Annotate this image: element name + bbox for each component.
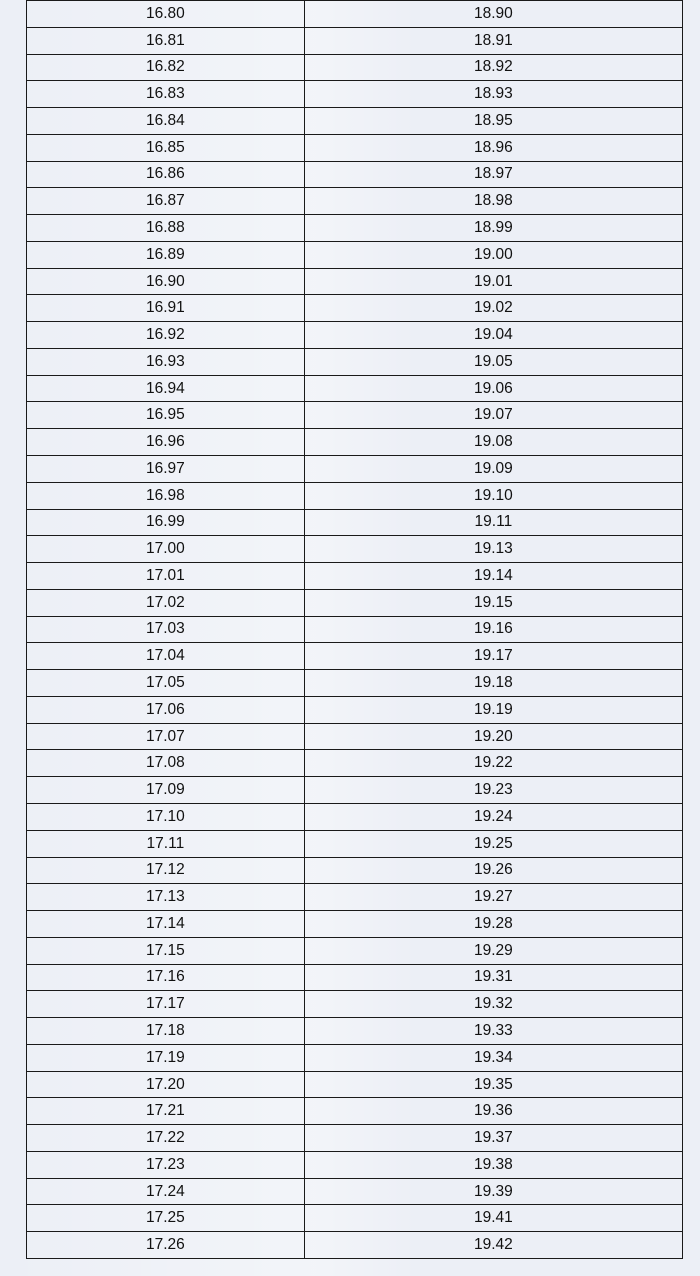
table-row (27, 1018, 683, 1045)
table-row (27, 911, 683, 938)
table-cell-left: 16.83 (27, 81, 305, 108)
table-cell-left: 17.15 (27, 937, 305, 964)
table-row (27, 696, 683, 723)
table-cell-left: 17.21 (27, 1098, 305, 1125)
table-row (27, 723, 683, 750)
table-row (27, 1205, 683, 1232)
table-cell-right: 19.36 (304, 1098, 682, 1125)
table-cell-right: 19.37 (304, 1125, 682, 1152)
table-cell-right: 19.10 (304, 482, 682, 509)
table-cell-left: 17.18 (27, 1018, 305, 1045)
table-cell-left: 17.02 (27, 589, 305, 616)
table-cell-right: 19.20 (304, 723, 682, 750)
table-body (27, 1, 683, 1259)
table-row (27, 589, 683, 616)
table-row (27, 1125, 683, 1152)
table-cell-right: 19.41 (304, 1205, 682, 1232)
table-cell-right: 18.99 (304, 215, 682, 242)
table-cell-right: 19.15 (304, 589, 682, 616)
table-cell-right: 18.93 (304, 81, 682, 108)
table-cell-left: 16.87 (27, 188, 305, 215)
table-cell-right: 18.98 (304, 188, 682, 215)
table-cell-right: 18.90 (304, 1, 682, 28)
table-row (27, 884, 683, 911)
table-cell-right: 19.39 (304, 1178, 682, 1205)
table-cell-left: 16.93 (27, 348, 305, 375)
table-cell-right: 19.32 (304, 991, 682, 1018)
table-cell-left: 16.85 (27, 134, 305, 161)
table-cell-left: 16.95 (27, 402, 305, 429)
table-row (27, 134, 683, 161)
table-row (27, 1098, 683, 1125)
table-cell-left: 17.20 (27, 1071, 305, 1098)
table-cell-left: 17.10 (27, 803, 305, 830)
table-cell-right: 19.17 (304, 643, 682, 670)
table-row (27, 803, 683, 830)
table-cell-left: 17.25 (27, 1205, 305, 1232)
table-row (27, 830, 683, 857)
table-cell-left: 16.81 (27, 27, 305, 54)
table-cell-right: 19.07 (304, 402, 682, 429)
table-cell-right: 19.09 (304, 456, 682, 483)
table-cell-left: 16.91 (27, 295, 305, 322)
table-cell-right: 19.19 (304, 696, 682, 723)
table-row (27, 1, 683, 28)
table-cell-left: 17.07 (27, 723, 305, 750)
table-row (27, 857, 683, 884)
table-cell-left: 16.88 (27, 215, 305, 242)
table-cell-left: 17.14 (27, 911, 305, 938)
table-cell-left: 16.96 (27, 429, 305, 456)
table-cell-right: 19.04 (304, 322, 682, 349)
table-cell-left: 17.03 (27, 616, 305, 643)
table-cell-right: 19.08 (304, 429, 682, 456)
table-cell-right: 19.26 (304, 857, 682, 884)
table-row (27, 161, 683, 188)
table-row (27, 402, 683, 429)
table-row (27, 1044, 683, 1071)
table-cell-left: 16.98 (27, 482, 305, 509)
table-row (27, 27, 683, 54)
table-cell-left: 17.17 (27, 991, 305, 1018)
table-row (27, 482, 683, 509)
table-cell-left: 17.23 (27, 1151, 305, 1178)
table-row (27, 268, 683, 295)
table-row (27, 215, 683, 242)
table-row (27, 563, 683, 590)
table-row (27, 295, 683, 322)
table-cell-left: 17.26 (27, 1232, 305, 1259)
table-cell-left: 16.99 (27, 509, 305, 536)
table-row (27, 54, 683, 81)
table-cell-left: 16.82 (27, 54, 305, 81)
table-cell-left: 16.90 (27, 268, 305, 295)
table-row (27, 456, 683, 483)
table-cell-right: 18.95 (304, 108, 682, 135)
table-cell-left: 17.00 (27, 536, 305, 563)
table-row (27, 188, 683, 215)
table-cell-right: 19.18 (304, 670, 682, 697)
table-cell-right: 19.24 (304, 803, 682, 830)
table-cell-left: 16.94 (27, 375, 305, 402)
table-cell-right: 19.33 (304, 1018, 682, 1045)
table-row (27, 937, 683, 964)
table-row (27, 670, 683, 697)
table-cell-right: 18.97 (304, 161, 682, 188)
table-cell-left: 16.86 (27, 161, 305, 188)
table-row (27, 348, 683, 375)
table-row (27, 1071, 683, 1098)
table-cell-left: 17.08 (27, 750, 305, 777)
table-cell-left: 17.24 (27, 1178, 305, 1205)
table-cell-left: 16.92 (27, 322, 305, 349)
table-cell-right: 19.02 (304, 295, 682, 322)
table-row (27, 616, 683, 643)
table-cell-right: 19.13 (304, 536, 682, 563)
value-table (26, 0, 683, 1259)
table-cell-right: 19.28 (304, 911, 682, 938)
table-cell-right: 19.01 (304, 268, 682, 295)
table-cell-right: 19.27 (304, 884, 682, 911)
table-row (27, 429, 683, 456)
table-row (27, 81, 683, 108)
table-cell-right: 19.22 (304, 750, 682, 777)
table-row (27, 322, 683, 349)
table-row (27, 750, 683, 777)
table-row (27, 964, 683, 991)
table-cell-left: 17.04 (27, 643, 305, 670)
table-cell-right: 18.96 (304, 134, 682, 161)
table-cell-left: 17.13 (27, 884, 305, 911)
table-row (27, 509, 683, 536)
table-cell-right: 19.34 (304, 1044, 682, 1071)
table-cell-left: 17.09 (27, 777, 305, 804)
table-row (27, 777, 683, 804)
table-cell-right: 19.16 (304, 616, 682, 643)
table-cell-right: 18.91 (304, 27, 682, 54)
table-cell-left: 16.89 (27, 241, 305, 268)
table-cell-right: 19.25 (304, 830, 682, 857)
table-row (27, 1232, 683, 1259)
table-cell-left: 17.12 (27, 857, 305, 884)
table-cell-right: 19.29 (304, 937, 682, 964)
table-cell-left: 17.11 (27, 830, 305, 857)
table-cell-right: 19.35 (304, 1071, 682, 1098)
table-row (27, 241, 683, 268)
table-cell-left: 17.16 (27, 964, 305, 991)
table-cell-left: 17.05 (27, 670, 305, 697)
table-cell-right: 19.05 (304, 348, 682, 375)
table-cell-right: 19.31 (304, 964, 682, 991)
table-cell-right: 19.14 (304, 563, 682, 590)
table-cell-left: 17.22 (27, 1125, 305, 1152)
table-cell-right: 19.23 (304, 777, 682, 804)
table-cell-left: 16.84 (27, 108, 305, 135)
table-row (27, 1178, 683, 1205)
table-cell-left: 16.97 (27, 456, 305, 483)
table-cell-right: 19.00 (304, 241, 682, 268)
table-cell-right: 18.92 (304, 54, 682, 81)
table-row (27, 643, 683, 670)
table-cell-right: 19.38 (304, 1151, 682, 1178)
table-cell-right: 19.11 (304, 509, 682, 536)
table-cell-left: 17.19 (27, 1044, 305, 1071)
table-cell-left: 17.06 (27, 696, 305, 723)
table-cell-left: 17.01 (27, 563, 305, 590)
table-cell-left: 16.80 (27, 1, 305, 28)
table-row (27, 536, 683, 563)
table-cell-right: 19.42 (304, 1232, 682, 1259)
table-cell-right: 19.06 (304, 375, 682, 402)
table-row (27, 108, 683, 135)
table-row (27, 375, 683, 402)
table-row (27, 1151, 683, 1178)
table-row (27, 991, 683, 1018)
